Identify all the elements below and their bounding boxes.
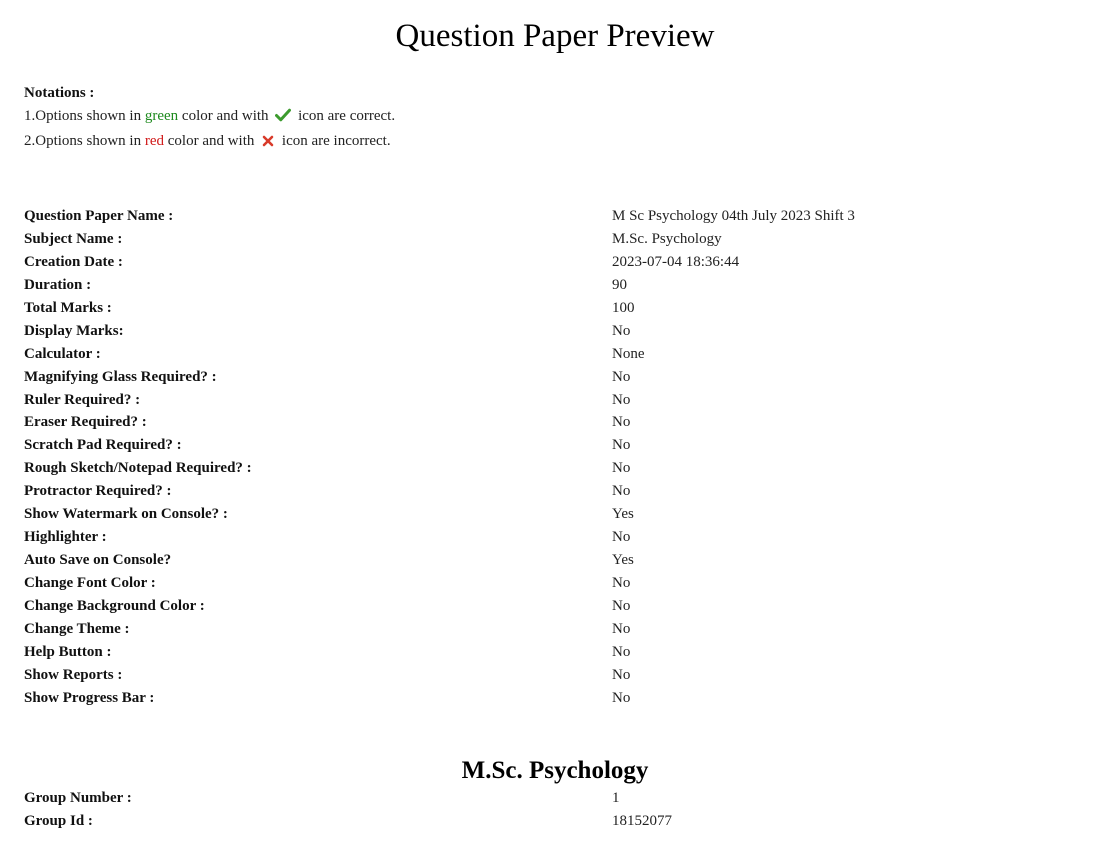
detail-row-scratch-pad xyxy=(24,434,1084,457)
detail-label: Total Marks : xyxy=(24,299,112,316)
detail-label: Question Paper Name : xyxy=(24,208,174,224)
detail-row-change-theme xyxy=(24,618,1084,641)
page-title: Question Paper Preview xyxy=(395,18,715,54)
detail-value: No xyxy=(612,322,631,339)
detail-value: No xyxy=(612,529,631,546)
group-label: Group Number : xyxy=(24,790,132,806)
detail-value: M.Sc. Psychology xyxy=(612,230,722,247)
section-title: M.Sc. Psychology xyxy=(461,757,649,784)
detail-row-rough-sketch xyxy=(24,457,1084,480)
detail-label: Subject Name : xyxy=(24,230,123,247)
detail-value: No xyxy=(612,437,631,454)
detail-value: Yes xyxy=(612,552,634,569)
group-value: 18152077 xyxy=(612,812,672,829)
detail-value: No xyxy=(612,483,631,500)
detail-row-auto-save xyxy=(24,549,1084,572)
notation-correct-middle: color and with xyxy=(178,108,273,124)
detail-label: Show Reports : xyxy=(24,666,123,683)
detail-label: Change Theme : xyxy=(24,620,130,637)
notation-incorrect-line xyxy=(24,130,395,155)
detail-row-eraser xyxy=(24,411,1084,434)
detail-label: Change Background Color : xyxy=(24,597,205,614)
detail-label: Duration : xyxy=(24,276,92,293)
notation-incorrect-suffix: icon are incorrect. xyxy=(278,133,391,149)
question-paper-details xyxy=(24,205,1084,710)
detail-value: 100 xyxy=(612,299,635,316)
detail-value: No xyxy=(612,460,631,477)
detail-row-subject-name xyxy=(24,228,1084,251)
detail-row-question-paper-name xyxy=(24,205,1084,228)
detail-label: Help Button : xyxy=(24,643,112,660)
detail-label: Creation Date : xyxy=(24,253,123,270)
detail-label: Calculator : xyxy=(24,345,101,362)
detail-value: No xyxy=(612,368,631,385)
detail-value: No xyxy=(612,620,631,637)
group-value: 1 xyxy=(612,790,620,806)
notation-correct-suffix: icon are correct. xyxy=(294,108,396,124)
group-details xyxy=(24,787,1084,833)
notation-incorrect-middle: color and with xyxy=(164,133,259,149)
detail-label: Eraser Required? : xyxy=(24,414,147,431)
detail-label: Highlighter : xyxy=(24,529,107,546)
notation-correct-prefix: 1.Options shown in xyxy=(24,108,145,124)
detail-value: No xyxy=(612,689,631,706)
detail-label: Scratch Pad Required? : xyxy=(24,437,182,454)
detail-label: Auto Save on Console? xyxy=(24,552,172,569)
detail-label: Magnifying Glass Required? : xyxy=(24,368,217,385)
detail-row-total-marks xyxy=(24,297,1084,320)
group-row-id xyxy=(24,810,1084,833)
detail-row-creation-date xyxy=(24,251,1084,274)
detail-value: No xyxy=(612,575,631,591)
detail-value: None xyxy=(612,345,645,362)
detail-value: No xyxy=(612,414,631,431)
detail-value: 90 xyxy=(612,276,627,293)
notation-incorrect-prefix: 2.Options shown in xyxy=(24,133,145,149)
detail-row-duration xyxy=(24,274,1084,297)
detail-label: Ruler Required? : xyxy=(24,391,141,408)
detail-row-highlighter xyxy=(24,526,1084,549)
notation-green-word: green xyxy=(144,108,179,124)
check-icon xyxy=(275,107,291,130)
detail-label: Change Font Color : xyxy=(24,575,156,591)
detail-row-protractor xyxy=(24,480,1084,503)
detail-row-change-background-color xyxy=(24,595,1084,618)
cross-icon xyxy=(261,132,275,155)
detail-row-magnifying-glass xyxy=(24,366,1084,389)
detail-row-change-font-color xyxy=(24,572,1084,595)
detail-row-calculator xyxy=(24,343,1084,366)
detail-row-show-progress-bar xyxy=(24,687,1084,710)
detail-value: Yes xyxy=(612,506,634,523)
notations-block xyxy=(24,82,395,155)
detail-value: 2023-07-04 18:36:44 xyxy=(612,253,740,270)
detail-row-show-reports xyxy=(24,664,1084,687)
detail-label: Show Watermark on Console? : xyxy=(24,506,228,523)
detail-value: M Sc Psychology 04th July 2023 Shift 3 xyxy=(612,208,855,224)
notations-heading: Notations : xyxy=(24,85,95,101)
group-label: Group Id : xyxy=(24,812,93,829)
detail-value: No xyxy=(612,643,631,660)
detail-row-ruler xyxy=(24,389,1084,412)
detail-row-help-button xyxy=(24,641,1084,664)
detail-value: No xyxy=(612,666,631,683)
detail-label: Display Marks: xyxy=(24,322,124,339)
notation-correct-line xyxy=(24,105,395,130)
detail-row-display-marks xyxy=(24,320,1084,343)
detail-label: Rough Sketch/Notepad Required? : xyxy=(24,460,252,477)
detail-value: No xyxy=(612,597,631,614)
notation-red-word: red xyxy=(144,133,164,149)
group-row-number xyxy=(24,787,1084,810)
detail-label: Protractor Required? : xyxy=(24,483,172,500)
detail-value: No xyxy=(612,391,631,408)
detail-label: Show Progress Bar : xyxy=(24,689,155,706)
detail-row-show-watermark xyxy=(24,503,1084,526)
